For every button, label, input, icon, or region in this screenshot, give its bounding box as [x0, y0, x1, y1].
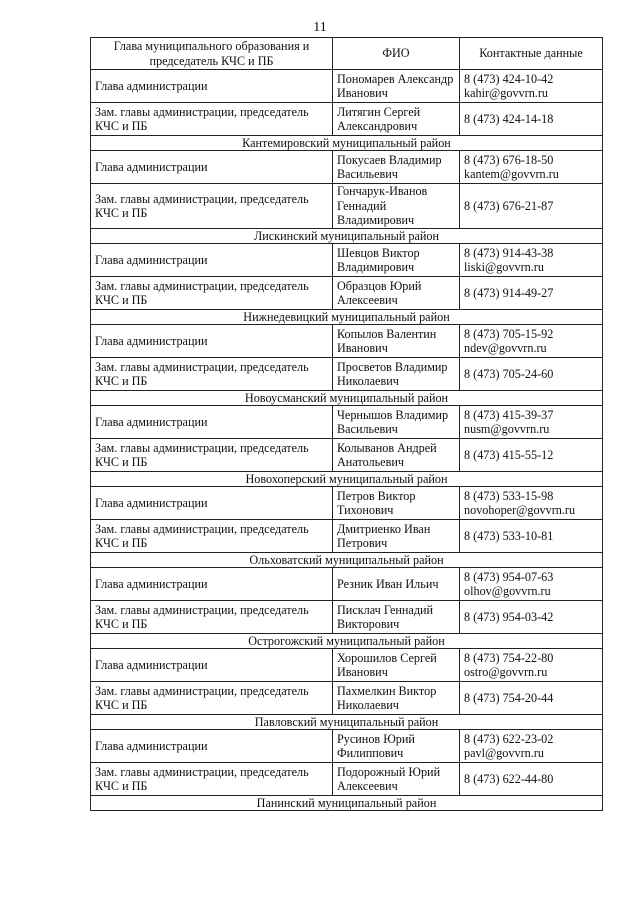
contact-cell [460, 487, 603, 520]
position-cell: Глава администрации [91, 151, 333, 184]
district-row [91, 229, 603, 244]
position-cell: Зам. главы администрации, председатель КЧС и ПБ [91, 277, 333, 310]
position-cell: Глава администрации [91, 730, 333, 763]
header-position: Глава муниципального образования и председатель КЧС и ПБ [91, 38, 333, 70]
contact-cell [460, 103, 603, 136]
email-address: liski@govvrn.ru [464, 260, 544, 274]
table-row [91, 763, 603, 796]
table-row [91, 439, 603, 472]
table-header-row [91, 38, 603, 70]
fio-cell: Пономарев Александр Иванович [333, 70, 460, 103]
district-row [91, 715, 603, 730]
table-row [91, 184, 603, 229]
table-row [91, 325, 603, 358]
table-row [91, 487, 603, 520]
position-cell: Зам. главы администрации, председатель КЧС и ПБ [91, 439, 333, 472]
phone-number: 8 (473) 676-18-50 [464, 152, 554, 167]
position-cell: Зам. главы администрации, председатель КЧС и ПБ [91, 520, 333, 553]
contact-cell [460, 568, 603, 601]
contact-cell [460, 520, 603, 553]
contact-cell [460, 244, 603, 277]
contact-cell [460, 649, 603, 682]
contact-cell [460, 70, 603, 103]
table-row [91, 244, 603, 277]
contact-cell [460, 439, 603, 472]
district-row [91, 634, 603, 649]
district-row [91, 796, 603, 811]
contact-cell [460, 730, 603, 763]
district-name: Ольховатский муниципальный район [91, 553, 603, 568]
fio-cell: Петров Виктор Тихонович [333, 487, 460, 520]
phone-number: 8 (473) 424-10-42 [464, 71, 554, 86]
table-row [91, 103, 603, 136]
phone-number: 8 (473) 914-49-27 [464, 285, 554, 300]
contact-cell [460, 601, 603, 634]
position-cell: Зам. главы администрации, председатель КЧС и ПБ [91, 682, 333, 715]
table-row [91, 520, 603, 553]
table-row [91, 682, 603, 715]
district-row [91, 553, 603, 568]
table-row [91, 277, 603, 310]
district-name: Кантемировский муниципальный район [91, 136, 603, 151]
email-address: nusm@govvrn.ru [464, 422, 550, 436]
table-row [91, 568, 603, 601]
fio-cell: Покусаев Владимир Васильевич [333, 151, 460, 184]
district-row [91, 391, 603, 406]
fio-cell: Копылов Валентин Иванович [333, 325, 460, 358]
contacts-table [90, 37, 603, 811]
table-row [91, 70, 603, 103]
position-cell: Глава администрации [91, 406, 333, 439]
district-row [91, 136, 603, 151]
phone-number: 8 (473) 622-44-80 [464, 771, 554, 786]
contact-cell [460, 406, 603, 439]
contact-cell [460, 277, 603, 310]
email-address: ndev@govvrn.ru [464, 341, 547, 355]
position-cell: Глава администрации [91, 568, 333, 601]
district-row [91, 472, 603, 487]
position-cell: Зам. главы администрации, председатель КЧС и ПБ [91, 184, 333, 229]
position-cell: Глава администрации [91, 244, 333, 277]
fio-cell: Резник Иван Ильич [333, 568, 460, 601]
header-fio: ФИО [333, 38, 460, 70]
phone-number: 8 (473) 622-23-02 [464, 731, 554, 746]
fio-cell: Колыванов Андрей Анатольевич [333, 439, 460, 472]
fio-cell: Писклач Геннадий Викторович [333, 601, 460, 634]
contact-cell [460, 184, 603, 229]
fio-cell: Чернышов Владимир Васильевич [333, 406, 460, 439]
email-address: kantem@govvrn.ru [464, 167, 559, 181]
position-cell: Зам. главы администрации, председатель КЧС и ПБ [91, 103, 333, 136]
fio-cell: Подорожный Юрий Алексеевич [333, 763, 460, 796]
fio-cell: Русинов Юрий Филиппович [333, 730, 460, 763]
fio-cell: Шевцов Виктор Владимирович [333, 244, 460, 277]
fio-cell: Просветов Владимир Николаевич [333, 358, 460, 391]
phone-number: 8 (473) 954-07-63 [464, 569, 554, 584]
header-contacts: Контактные данные [460, 38, 603, 70]
contact-cell [460, 151, 603, 184]
district-name: Новохоперский муниципальный район [91, 472, 603, 487]
email-address: pavl@govvrn.ru [464, 746, 544, 760]
phone-number: 8 (473) 424-14-18 [464, 111, 554, 126]
fio-cell: Пахмелкин Виктор Николаевич [333, 682, 460, 715]
position-cell: Зам. главы администрации, председатель КЧС и ПБ [91, 763, 333, 796]
phone-number: 8 (473) 533-10-81 [464, 528, 554, 543]
phone-number: 8 (473) 415-55-12 [464, 447, 554, 462]
district-name: Новоусманский муниципальный район [91, 391, 603, 406]
position-cell: Глава администрации [91, 325, 333, 358]
phone-number: 8 (473) 533-15-98 [464, 488, 554, 503]
table-row [91, 406, 603, 439]
position-cell: Глава администрации [91, 487, 333, 520]
district-name: Лискинский муниципальный район [91, 229, 603, 244]
phone-number: 8 (473) 754-22-80 [464, 650, 554, 665]
fio-cell: Образцов Юрий Алексеевич [333, 277, 460, 310]
phone-number: 8 (473) 705-24-60 [464, 366, 554, 381]
phone-number: 8 (473) 705-15-92 [464, 326, 554, 341]
phone-number: 8 (473) 754-20-44 [464, 690, 554, 705]
position-cell: Зам. главы администрации, председатель КЧС и ПБ [91, 601, 333, 634]
phone-number: 8 (473) 914-43-38 [464, 245, 554, 260]
table-row [91, 601, 603, 634]
table-row [91, 649, 603, 682]
fio-cell: Литягин Сергей Александрович [333, 103, 460, 136]
district-name: Острогожский муниципальный район [91, 634, 603, 649]
phone-number: 8 (473) 954-03-42 [464, 609, 554, 624]
contact-cell [460, 682, 603, 715]
fio-cell: Дмитриенко Иван Петрович [333, 520, 460, 553]
contact-cell [460, 358, 603, 391]
page-number: 11 [313, 20, 327, 35]
district-name: Павловский муниципальный район [91, 715, 603, 730]
email-address: ostro@govvrn.ru [464, 665, 548, 679]
district-name: Панинский муниципальный район [91, 796, 603, 811]
district-name: Нижнедевицкий муниципальный район [91, 310, 603, 325]
position-cell: Глава администрации [91, 649, 333, 682]
table-row [91, 358, 603, 391]
table-row [91, 730, 603, 763]
table-row [91, 151, 603, 184]
position-cell: Зам. главы администрации, председатель КЧС и ПБ [91, 358, 333, 391]
phone-number: 8 (473) 676-21-87 [464, 198, 554, 213]
contact-cell [460, 325, 603, 358]
phone-number: 8 (473) 415-39-37 [464, 407, 554, 422]
email-address: olhov@govvrn.ru [464, 584, 551, 598]
fio-cell: Хорошилов Сергей Иванович [333, 649, 460, 682]
fio-cell: Гончарук-Иванов Геннадий Владимирович [333, 184, 460, 229]
position-cell: Глава администрации [91, 70, 333, 103]
email-address: kahir@govvrn.ru [464, 86, 548, 100]
table-body [91, 70, 603, 811]
contact-cell [460, 763, 603, 796]
email-address: novohoper@govvrn.ru [464, 503, 576, 517]
district-row [91, 310, 603, 325]
